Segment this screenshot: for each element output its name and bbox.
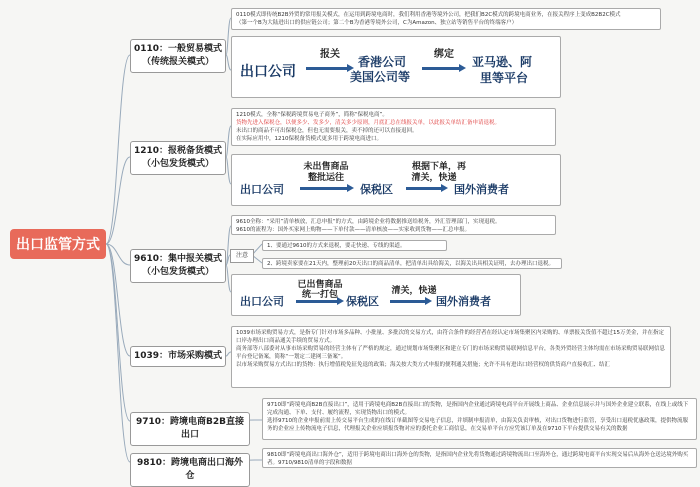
flow-0110-label-1: 报关 <box>320 49 340 60</box>
branch-0110-sub: （传统报关模式） <box>141 57 214 67</box>
note-9710-line: 选择9710的企业申报前需上传交易平台生成的在线订单截图等交易电子信息，并填制申报清单，由海关负责审核，对出口货物进行监管，享受出口退税优惠政策，提供物流服务的企业应上传物流电子信息，代理报关企业应填报货物对应的委托企业工商信息，在交易单平台方应凭该订单及在9710下平台提供交易有关的数据 <box>267 418 689 432</box>
flow-0110-platform-1: 亚马逊、阿 <box>472 55 533 69</box>
flow-9610-consumer: 国外消费者 <box>436 295 491 308</box>
branch-9610-sub: （小包发货模式） <box>141 267 214 277</box>
branch-0110[interactable] <box>130 39 226 73</box>
flow-9610-exporter: 出口公司 <box>240 295 284 308</box>
flow-1210-bonded: 保税区 <box>360 183 393 196</box>
flow-0110-exporter: 出口公司 <box>240 64 296 80</box>
branch-9710-label: 9710：跨境电商B2B直接出口 <box>135 417 245 440</box>
branch-1039-label: 1039：市场采购模式 <box>133 351 223 361</box>
note-9610-item-2: 2、跨境卖家要在21天内，整理前20天出口的商品清单，把清单出具给海关，以海关出具相关证明，去办理出口退税。 <box>262 258 562 269</box>
note-1210-line: 未出口的商品不可出保税仓，但也无需要报关，卖不掉的还可以直接退回。 <box>236 128 418 134</box>
note-1210-line: 在实际应用中，1210保税备货模式更多用于跨境电商进口。 <box>236 136 382 142</box>
note-9610-line: 9610全称：“采用”清单核放，汇总申报“的方式，由跨境企业将数据推送给税务，外汇管理部门，实现退税。 <box>236 219 501 225</box>
note-9610-item-1: 1、要通过9610的方式来退税，要走快递、专线的渠道。 <box>262 240 447 251</box>
branch-1210[interactable] <box>130 141 226 175</box>
flow-9610-arrow-2 <box>390 300 426 303</box>
flow-0110-hk: 香港公司 <box>358 55 407 69</box>
note-0110-line: （第一个B为大陆进出口的供应链公司；第二个B为香港等境外公司，C为Amazon、独立站等销售平台的终端客户） <box>236 20 518 26</box>
note-0110-line: 0110模式即传统B2B外贸的常用报关模式，在运用到跨境电商时，我们利用香港等境外公司，把我们B2C模式的跨境电商业务，在报关程序上变成B2B2C模式 <box>236 12 621 18</box>
note-9810-line: 9810即“跨境电商出口海外仓”，适用于跨境电商出口海外仓的货物，是指国内企业先将货物通过跨境物流出口至海外仓，通过跨境电商平台实现交易后从海外仓送达境外购买者。9710/9810清单的字段和数据 <box>267 452 689 466</box>
branch-9610-label: 9610：集中报关模式 <box>133 254 223 264</box>
attention-label: 注意 <box>230 249 254 263</box>
flow-0110 <box>231 36 561 98</box>
flow-1210-arrow-2 <box>406 187 442 190</box>
flow-9610-label-2: 清关，快递 <box>391 286 437 296</box>
flow-0110-us: 美国公司等 <box>350 70 411 84</box>
root-node[interactable]: 出口监管方式 <box>10 229 106 259</box>
flow-0110-arrow-2 <box>422 67 460 70</box>
note-9610 <box>231 215 556 235</box>
flow-1210 <box>231 154 561 206</box>
branch-9810[interactable] <box>130 453 250 487</box>
branch-1039[interactable] <box>130 346 226 367</box>
flow-9610-bonded: 保税区 <box>346 295 379 308</box>
flow-9610-label-1b: 统一打包 <box>301 290 338 300</box>
flow-1210-label-1a: 未出售商品 <box>303 162 349 172</box>
flow-1210-exporter: 出口公司 <box>240 183 284 196</box>
branch-9610[interactable] <box>130 249 226 283</box>
note-1210-line: 1210模式，全称“保税跨境贸易电子商务”，简称“保税电商”。 <box>236 112 388 118</box>
flow-9610-arrow-1 <box>296 300 338 303</box>
flow-0110-label-2: 绑定 <box>434 49 454 60</box>
flow-0110-arrow-1 <box>306 67 348 70</box>
note-1039-line: 1039市场采购贸易方式，是指专门针对市场多品种、小批量、多批次的交易方式，由符合条件的经营者在经认定市场集聚区内采购的、单票报关货值不超过15万美金，并在指定口岸办理出口商品通关手续的贸易方式。 <box>236 330 665 344</box>
flow-0110-platform-2: 里等平台 <box>480 71 529 85</box>
branch-1210-sub: （小包发货模式） <box>141 159 214 169</box>
branch-9710[interactable] <box>130 412 250 446</box>
note-1039-line: 以市场采购贸易方式出口的货物：执行增值税免征免退的政策；海关按大类方式申报的便利通关措施；允许不具有进出口经营权的供货商户直接收汇、结汇 <box>236 362 611 368</box>
flow-1210-label-2a: 根据下单，再 <box>411 162 466 172</box>
flow-1210-consumer: 国外消费者 <box>454 183 509 196</box>
branch-0110-label: 0110：一般贸易模式 <box>133 44 223 54</box>
branch-9810-label: 9810：跨境电商出口海外仓 <box>136 458 244 481</box>
flow-9610 <box>231 274 521 316</box>
note-9710-line: 9710即“跨境电商B2B直接出口”，适用于跨境电商B2B直接出口的货物，是指国内企业通过跨境电商平台开展线上商品、企业信息展示并与国外企业建立联系，在线上或线下完成沟通、下单、支付、履约流程，实现货物出口的模式。 <box>267 402 689 416</box>
note-9710 <box>262 398 697 440</box>
flow-1210-label-2b: 清关，快递 <box>411 173 457 183</box>
note-9610-line: 9610的流程为：国外买家网上购物——下单付款——清单核放——实家收到货物——汇总申报。 <box>236 227 470 233</box>
note-9810 <box>262 448 697 468</box>
note-0110 <box>231 8 661 30</box>
branch-1210-label: 1210：报税备货模式 <box>133 146 223 156</box>
note-1210-line: 货物先进入保税仓，以便多少、发多少，清关多少原则，月底汇总在线报关单，以此报关单结汇备申请退税。 <box>236 120 501 126</box>
note-1039-line: 商务部等八部委对从事市场采购贸易的经营主体有了严格的规定，通过规划市场集聚区和建立专门的市场采购贸易联网信息平台，各类外贸经营主体均需在市场采购贸易联网信息平台登记备案，简称“一划定二建网三备案”。 <box>236 346 666 360</box>
flow-1210-arrow-1 <box>300 187 348 190</box>
flow-9610-label-1a: 已出售商品 <box>297 280 343 290</box>
note-1039 <box>231 326 671 388</box>
note-1210 <box>231 108 556 146</box>
flow-1210-label-1b: 整批运往 <box>307 173 344 183</box>
